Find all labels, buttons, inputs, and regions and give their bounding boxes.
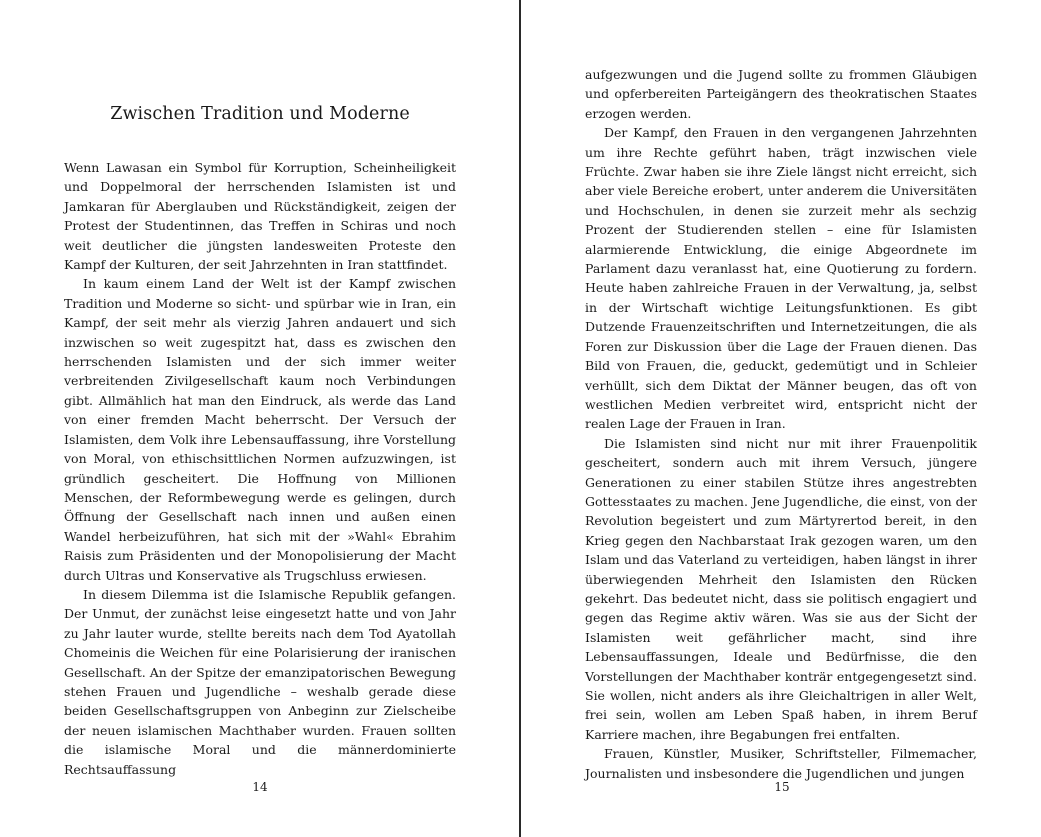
- paragraph: Frauen, Künstler, Musiker, Schriftsteller, Filmemacher, Journalisten und insbesondere die Jugendlichen und jungen: [585, 746, 977, 781]
- left-page-body: [64, 158, 456, 779]
- page-number-left: 14: [252, 780, 268, 794]
- paragraph: Die Islamisten sind nicht nur mit ihrer Frauenpolitik gescheitert, sondern auch mit ihrem Versuch, jüngere Generationen zu einer stabilen Stütze ihres angestrebten Gottesstaates zu machen. Jene Jugendliche, die einst, von der Revolution begeistert und zum Märtyrertod bereit, in den Krieg gegen den Nachbarstaat Irak gezogen waren, um den Islam und das Vaterland zu verteidigen, haben längst in ihrer überwiegenden Mehrheit den Islamisten den Rücken gekehrt. Das bedeutet nicht, dass sie politisch engagiert und gegen das Regime aktiv wären. Was sie aus der Sicht der Islamisten weit gefährlicher macht, sind ihre Lebensauffassungen, Ideale und Bedürfnisse, die den Vorstellungen der Machthaber konträr entgegengesetzt sind. Sie wollen, nicht anders als ihre Gleichaltrigen in aller Welt, frei sein, wollen am Leben Spaß haben, in ihrem Beruf Karriere machen, ihre Begabungen frei entfalten.: [585, 435, 977, 742]
- paragraph: Der Kampf, den Frauen in den vergangenen Jahrzehnten um ihre Rechte geführt haben, trägt inzwischen viele Früchte. Zwar haben sie ihre Ziele längst nicht erreicht, sich aber viele Bereiche erobert, unter anderem die Universitäten und Hochschulen, in denen sie zurzeit mehr als sechzig Prozent der Studierenden stellen – eine für Islamisten alarmierende Entwicklung, die einige Abgeordnete im Parlament dazu veranlasst hat, eine Quotierung zu fordern. Heute haben zahlreiche Frauen in der Verwaltung, ja, selbst in der Wirtschaft wichtige Leitungsfunktionen. Es gibt Dutzende Frauenzeitschriften und Internetzeitungen, die als Foren zur Diskussion über die Lage der Frauen dienen. Das Bild von Frauen, die, geduckt, gedemütigt und in Schleier verhüllt, sich dem Diktat der Männer beugen, das oft von westlichen Medien verbreitet wird, entspricht nicht der realen Lage der Frauen in Iran.: [585, 125, 977, 432]
- right-page-body: [585, 65, 977, 783]
- book-spine-divider: [519, 0, 521, 837]
- paragraph: aufgezwungen und die Jugend sollte zu frommen Gläubigen und opferbereiten Parteigängern des theokratischen Staates erzogen werden.: [585, 67, 977, 121]
- page-number-right: 15: [774, 780, 790, 794]
- right-page: [522, 0, 1041, 837]
- chapter-title: Zwischen Tradition und Moderne: [110, 104, 410, 124]
- left-page: [0, 0, 519, 837]
- paragraph: Wenn Lawasan ein Symbol für Korruption, Scheinheiligkeit und Doppelmoral der herrschenden Islamisten ist und Jamkaran für Aberglauben und Rückständigkeit, zeigen der Protest der Studentinnen, das Treffen in Schiras und noch weit deutlicher die jüngsten landesweiten Proteste den Kampf der Kulturen, der seit Jahrzehnten in Iran stattfindet.: [64, 160, 456, 273]
- paragraph: In diesem Dilemma ist die Islamische Republik gefangen. Der Unmut, der zunächst leise eingesetzt hatte und von Jahr zu Jahr lauter wurde, stellte bereits nach dem Tod Ayatollah Chomeinis die Weichen für eine Polarisierung der iranischen Gesellschaft. An der Spitze der emanzipatorischen Bewegung stehen Frauen und Jugendliche – weshalb gerade diese beiden Gesellschaftsgruppen von Anbeginn zur Zielscheibe der neuen islamischen Machthaber wurden. Frauen sollten die islamische Moral und die männerdominierte Rechtsauffassung: [64, 586, 456, 777]
- paragraph: In kaum einem Land der Welt ist der Kampf zwischen Tradition und Moderne so sicht- und spürbar wie in Iran, ein Kampf, der seit mehr als vierzig Jahren andauert und sich inzwischen so weit zugespitzt hat, dass es zwischen den herrschenden Islamisten und der sich immer weiter verbreitenden Zivilgesellschaft kaum noch Verbindungen gibt. Allmählich hat man den Eindruck, als werde das Land von einer fremden Macht beherrscht. Der Versuch der Islamisten, dem Volk ihre Lebensauffassung, ihre Vorstellung von Moral, von ethischsittlichen Normen aufzuzwingen, ist gründlich gescheitert. Die Hoffnung von Millionen Menschen, der Reformbewegung werde es gelingen, durch Öffnung der Gesellschaft nach innen und außen einen Wandel herbeizuführen, hat sich mit der »Wahl« Ebrahim Raisis zum Präsidenten und der Monopolisierung der Macht durch Ultras und Konservative als Trugschluss erwiesen.: [64, 276, 456, 583]
